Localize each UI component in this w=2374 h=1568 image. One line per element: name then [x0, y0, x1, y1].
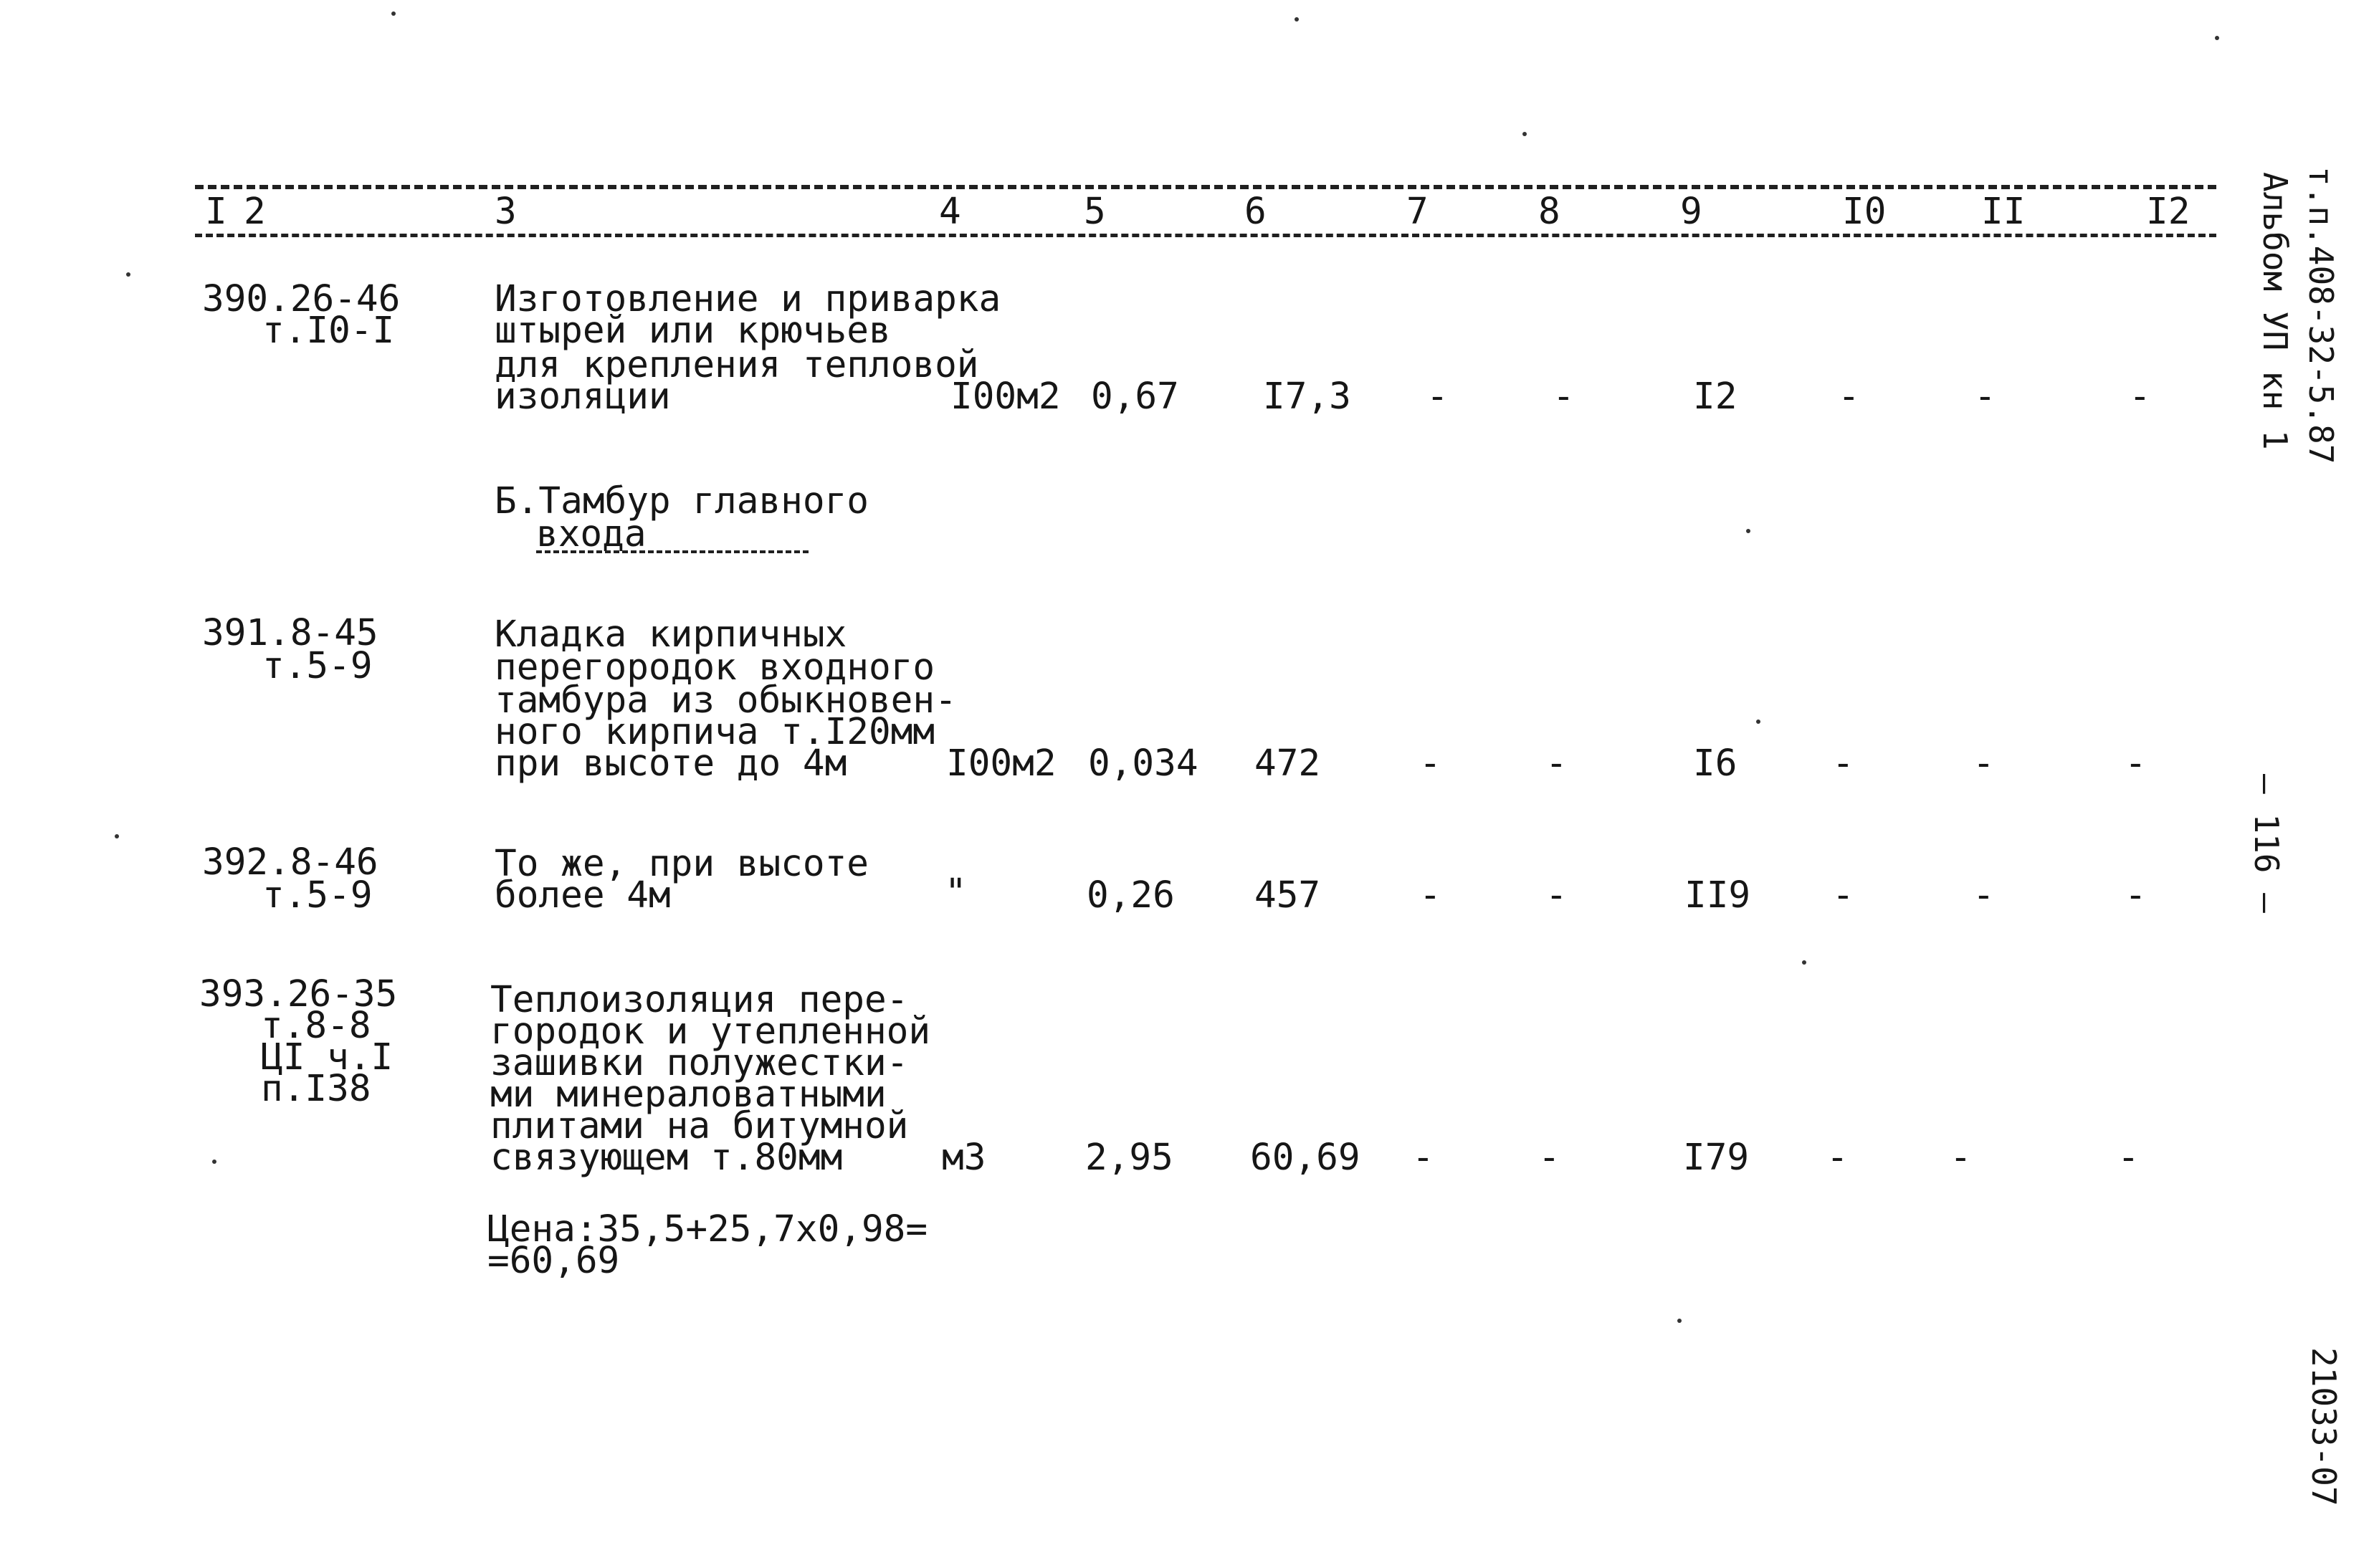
row-c7: - — [1426, 376, 1449, 418]
row-qty: 0,67 — [1091, 376, 1179, 418]
row-desc-line: тамбура из обыкновен- — [495, 679, 957, 722]
row-desc-line: для крепления тепловой — [495, 344, 979, 386]
sheet-number: 21033-07 — [2304, 1347, 2343, 1506]
row-c11: - — [1973, 874, 1995, 917]
row-ref: т.8-8 — [261, 1005, 371, 1047]
album-reference: Альбом УП кн 1 — [2256, 172, 2294, 450]
row-desc-line: плитами на битумной — [490, 1105, 909, 1147]
row-price: 457 — [1254, 874, 1321, 917]
row-c12: - — [2125, 874, 2147, 917]
row-price: 472 — [1254, 742, 1321, 785]
document-code: т.п.408-32-5.87 — [2302, 166, 2340, 464]
scan-speck — [1802, 960, 1806, 965]
row-ref: ЦI ч.I — [261, 1036, 394, 1079]
col-header-9: 9 — [1680, 191, 1702, 233]
row-c9: I2 — [1693, 376, 1737, 418]
price-note-line2: =60,69 — [487, 1240, 620, 1282]
row-desc-line: зашивки полужестки- — [490, 1042, 909, 1084]
row-unit: м3 — [942, 1137, 986, 1179]
row-ref: т.5-9 — [262, 645, 373, 687]
row-price: 60,69 — [1250, 1137, 1360, 1179]
col-header-2: 2 — [244, 191, 266, 233]
row-c9: I6 — [1693, 742, 1737, 785]
row-c9: II9 — [1684, 874, 1751, 917]
header-top-rule — [195, 185, 2216, 189]
row-c10: - — [1832, 874, 1854, 917]
row-c10: - — [1826, 1137, 1849, 1179]
row-desc-line: изоляции — [495, 376, 671, 418]
row-c8: - — [1553, 376, 1575, 418]
row-desc-line: Изготовление и приварка — [495, 278, 1001, 320]
scan-speck — [1756, 720, 1760, 724]
page-number: — 116 — — [2247, 774, 2286, 913]
section-title-line2: входа — [536, 513, 647, 555]
col-header-1: I — [205, 191, 227, 233]
row-c9: I79 — [1683, 1137, 1750, 1179]
row-c7: - — [1412, 1137, 1434, 1179]
col-header-10: I0 — [1842, 191, 1887, 233]
col-header-3: 3 — [495, 191, 517, 233]
col-header-4: 4 — [939, 191, 961, 233]
row-unit: I00м2 — [950, 376, 1061, 418]
scan-speck — [1677, 1319, 1682, 1323]
row-id: 392.8-46 — [202, 841, 378, 884]
row-desc-line: городок и утепленной — [490, 1010, 931, 1053]
col-header-7: 7 — [1406, 191, 1429, 233]
row-c7: - — [1419, 874, 1441, 917]
row-c12: - — [2125, 742, 2147, 785]
row-desc-line: Кладка кирпичных — [495, 613, 847, 656]
scan-speck — [115, 834, 119, 838]
col-header-6: 6 — [1244, 191, 1267, 233]
row-id: 391.8-45 — [202, 612, 378, 654]
header-bottom-rule — [195, 234, 2216, 237]
row-desc-line: при высоте до 4м — [495, 742, 847, 785]
row-qty: 0,034 — [1088, 742, 1198, 785]
row-id: 390.26-46 — [202, 278, 401, 320]
row-desc-line: Теплоизоляция пере- — [490, 979, 909, 1021]
row-qty: 2,95 — [1085, 1137, 1173, 1179]
row-unit: I00м2 — [946, 742, 1057, 785]
scan-speck — [2215, 36, 2219, 40]
col-header-8: 8 — [1538, 191, 1560, 233]
row-id: 393.26-35 — [199, 973, 398, 1015]
row-desc-line: То же, при высоте — [495, 843, 869, 885]
row-c11: - — [1973, 742, 1995, 785]
row-desc-line: штырей или крючьев — [495, 310, 891, 352]
row-desc-line: ного кирпича т.I20мм — [495, 711, 935, 753]
row-c7: - — [1419, 742, 1441, 785]
scan-speck — [1295, 17, 1299, 21]
row-desc-line: ми минераловатными — [490, 1074, 887, 1116]
row-ref: п.I38 — [261, 1068, 371, 1110]
row-price: I7,3 — [1263, 376, 1351, 418]
row-c8: - — [1545, 742, 1568, 785]
row-desc-line: связующем т.80мм — [490, 1137, 843, 1179]
row-c8: - — [1545, 874, 1568, 917]
col-header-12: I2 — [2146, 191, 2191, 233]
section-title-line1: Б.Тамбур главного — [495, 480, 869, 522]
section-underline — [536, 550, 809, 553]
row-c12: - — [2117, 1137, 2140, 1179]
row-qty: 0,26 — [1087, 874, 1175, 917]
row-ref: т.5-9 — [262, 874, 373, 917]
price-note-line1: Цена:35,5+25,7x0,98= — [487, 1208, 928, 1251]
col-header-5: 5 — [1084, 191, 1106, 233]
row-c12: - — [2129, 376, 2151, 418]
row-desc-line: более 4м — [495, 874, 671, 917]
scan-speck — [391, 11, 396, 16]
row-c10: - — [1832, 742, 1854, 785]
row-c8: - — [1538, 1137, 1560, 1179]
row-ref: т.I0-I — [262, 310, 395, 352]
scan-speck — [1522, 132, 1527, 136]
scan-speck — [212, 1160, 216, 1164]
row-c11: - — [1974, 376, 1996, 418]
row-unit: " — [945, 871, 967, 914]
scan-speck — [1746, 529, 1750, 533]
row-c10: - — [1838, 376, 1860, 418]
col-header-11: II — [1981, 191, 2026, 233]
scan-speck — [126, 272, 130, 277]
row-c11: - — [1950, 1137, 1972, 1179]
row-desc-line: перегородок входного — [495, 646, 935, 689]
